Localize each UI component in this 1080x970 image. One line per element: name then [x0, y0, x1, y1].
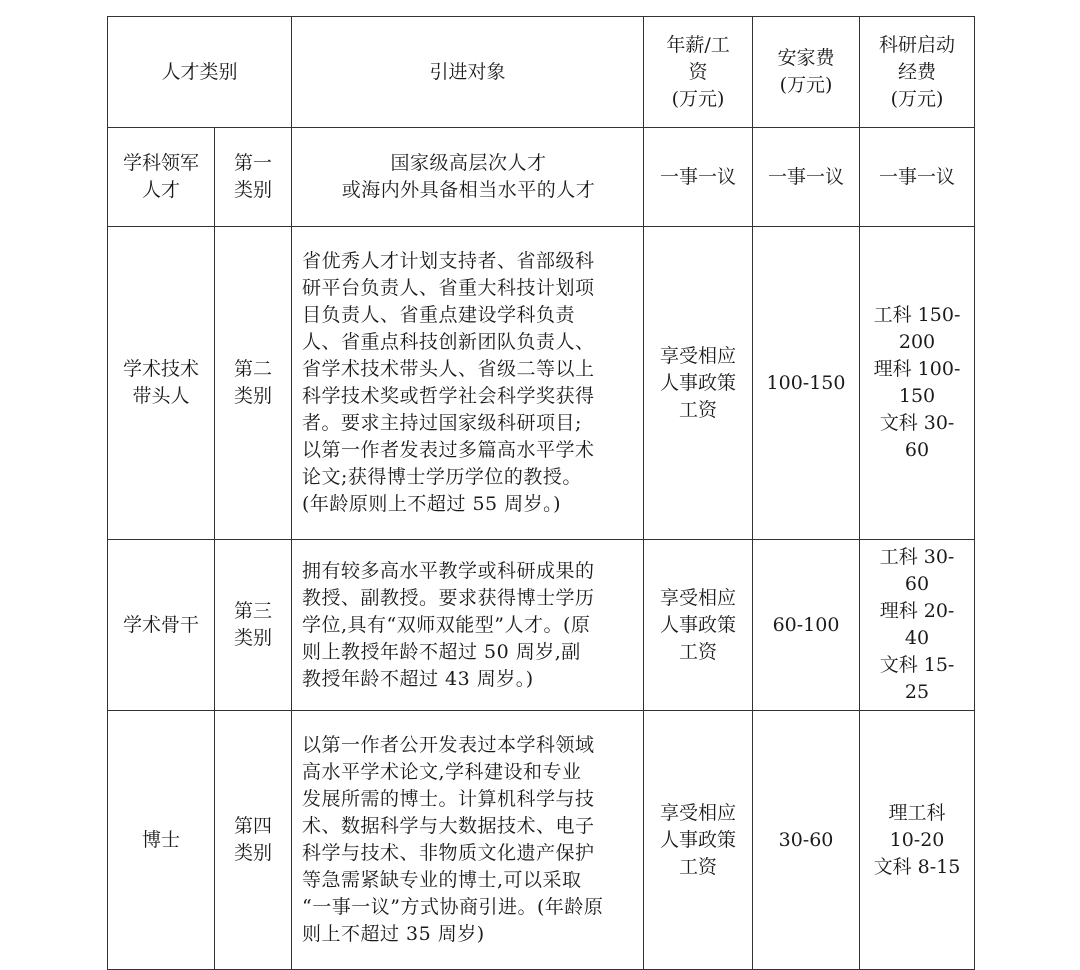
cell-text-line: 理科 100-: [873, 358, 961, 380]
target-cell: [292, 540, 644, 711]
cell-text-line: 人才: [141, 179, 180, 201]
cell-text-line: 则上不超过 35 周岁): [302, 923, 485, 945]
cell-text-line: 第一: [234, 152, 273, 174]
salary-cell: [644, 128, 753, 227]
cell-text-line: 60: [904, 439, 930, 461]
housing-cell: [753, 128, 860, 227]
cell-text-line: 术、数据科学与大数据技术、电子: [302, 815, 595, 837]
talent-introduction-table: [107, 16, 975, 970]
target-cell: [292, 711, 644, 970]
cell-text-line: 高水平学术论文,学科建设和专业: [302, 761, 582, 783]
cell-text-line: 第四: [234, 815, 273, 837]
cell-text-line: 以第一作者发表过多篇高水平学术: [302, 439, 595, 461]
salary-cell: [644, 540, 753, 711]
cell-text-line: 学术骨干: [122, 613, 199, 636]
cell-text-line: 类别: [234, 385, 273, 407]
cell-text-line: 论文;获得博士学历学位的教授。: [302, 466, 582, 488]
cell-text-line: 享受相应: [660, 344, 737, 367]
cell-text-line: 学位,具有“双师双能型”人才。(原: [302, 613, 591, 636]
header-category: 人才类别: [108, 17, 292, 128]
cell-text-line: 以第一作者公开发表过本学科领域: [302, 734, 595, 756]
cell-text-line: 享受相应: [660, 801, 737, 824]
cell-text-line: 第三: [234, 600, 273, 622]
level-cell: [215, 540, 292, 711]
cell-text-line: 类别: [234, 627, 273, 649]
category-cell: [108, 128, 215, 227]
research-cell: [860, 128, 975, 227]
cell-text-line: 带头人: [132, 385, 190, 407]
header-target: 引进对象: [292, 17, 644, 128]
cell-text-line: 学术技术: [122, 358, 199, 380]
cell-text-line: 工资: [679, 398, 718, 421]
cell-text-line: 教授、副教授。要求获得博士学历: [302, 586, 595, 609]
housing-cell: [753, 540, 860, 711]
header-housing: [753, 17, 860, 128]
cell-text-line: 经费: [898, 60, 937, 83]
cell-text-line: 文科 30-: [879, 412, 955, 434]
cell-text-line: 科学与技术、非物质文化遗产保护: [302, 842, 595, 864]
header-row: [108, 17, 975, 128]
cell-text-line: 等急需紧缺专业的博士,可以采取: [302, 869, 582, 891]
cell-text-line: 科学技术奖或哲学社会科学奖获得: [302, 385, 595, 407]
cell-text-line: 目负责人、省重点建设学科负责: [302, 304, 576, 326]
cell-text-line: 省学术技术带头人、省级二等以上: [302, 358, 595, 380]
cell-text-line: 一事一议: [768, 165, 845, 188]
cell-text-line: 发展所需的博士。计算机科学与技: [302, 788, 595, 810]
target-cell: [292, 227, 644, 540]
cell-text-line: 文科 15-: [879, 654, 955, 676]
cell-text-line: 省优秀人才计划支持者、省部级科: [302, 250, 595, 272]
cell-text-line: 人、省重点科技创新团队负责人、: [302, 331, 595, 353]
cell-text-line: 40: [904, 627, 930, 649]
research-cell: [860, 540, 975, 711]
cell-text-line: 理科 20-: [879, 600, 955, 622]
cell-text-line: 30-60: [778, 828, 834, 851]
cell-text-line: (万元): [671, 87, 725, 110]
cell-text-line: (年龄原则上不超过 55 周岁。): [302, 493, 562, 515]
target-cell: [292, 128, 644, 227]
cell-text-line: (万元): [890, 87, 944, 110]
cell-text-line: 60-100: [772, 613, 840, 636]
cell-text-line: 者。要求主持过国家级科研项目;: [302, 412, 582, 434]
cell-text-line: 博士: [141, 828, 180, 851]
cell-text-line: (万元): [779, 74, 833, 96]
category-cell: [108, 227, 215, 540]
cell-text-line: 学科领军: [122, 152, 199, 174]
cell-text-line: 人事政策: [660, 828, 737, 851]
cell-text-line: 100-150: [766, 371, 846, 394]
cell-text-line: 人事政策: [660, 371, 737, 394]
cell-text-line: 则上教授年龄不超过 50 周岁,副: [302, 640, 581, 663]
table-row: [108, 540, 975, 711]
cell-text-line: 200: [898, 331, 936, 353]
cell-text-line: 年薪/工: [666, 33, 730, 56]
level-cell: [215, 227, 292, 540]
cell-text-line: 工资: [679, 855, 718, 878]
cell-text-line: 资: [688, 60, 708, 83]
cell-text-line: 理工科: [888, 801, 946, 824]
category-cell: [108, 540, 215, 711]
cell-text-line: 60: [904, 573, 930, 595]
cell-text-line: 科研启动: [879, 33, 956, 56]
cell-text-line: 享受相应: [660, 586, 737, 609]
cell-text-line: 25: [904, 681, 930, 703]
cell-text-line: 一事一议: [660, 165, 737, 188]
cell-text-line: 人事政策: [660, 613, 737, 636]
cell-text-line: “一事一议”方式协商引进。(年龄原: [302, 896, 604, 918]
housing-cell: [753, 227, 860, 540]
salary-cell: [644, 711, 753, 970]
cell-text-line: 工科 30-: [879, 546, 955, 568]
cell-text-line: 工科 150-: [873, 304, 961, 326]
header-salary: [644, 17, 753, 128]
cell-text-line: 安家费: [777, 47, 835, 69]
category-cell: [108, 711, 215, 970]
table-row: [108, 711, 975, 970]
cell-text-line: 类别: [234, 842, 273, 864]
research-cell: [860, 711, 975, 970]
cell-text-line: 工资: [679, 640, 718, 663]
header-research: [860, 17, 975, 128]
table-row: [108, 128, 975, 227]
cell-text-line: 国家级高层次人才: [390, 152, 547, 174]
cell-text-line: 类别: [234, 179, 273, 201]
cell-text-line: 或海内外具备相当水平的人才: [341, 179, 596, 201]
level-cell: [215, 128, 292, 227]
cell-text-line: 文科 8-15: [873, 855, 961, 878]
table-row: [108, 227, 975, 540]
salary-cell: [644, 227, 753, 540]
cell-text-line: 教授年龄不超过 43 周岁。): [302, 667, 534, 690]
cell-text-line: 一事一议: [879, 165, 956, 188]
cell-text-line: 研平台负责人、省重大科技计划项: [302, 277, 595, 299]
cell-text-line: 150: [898, 385, 936, 407]
cell-text-line: 10-20: [889, 828, 945, 851]
level-cell: [215, 711, 292, 970]
research-cell: [860, 227, 975, 540]
housing-cell: [753, 711, 860, 970]
cell-text-line: 第二: [234, 358, 273, 380]
cell-text-line: 拥有较多高水平教学或科研成果的: [302, 559, 595, 582]
